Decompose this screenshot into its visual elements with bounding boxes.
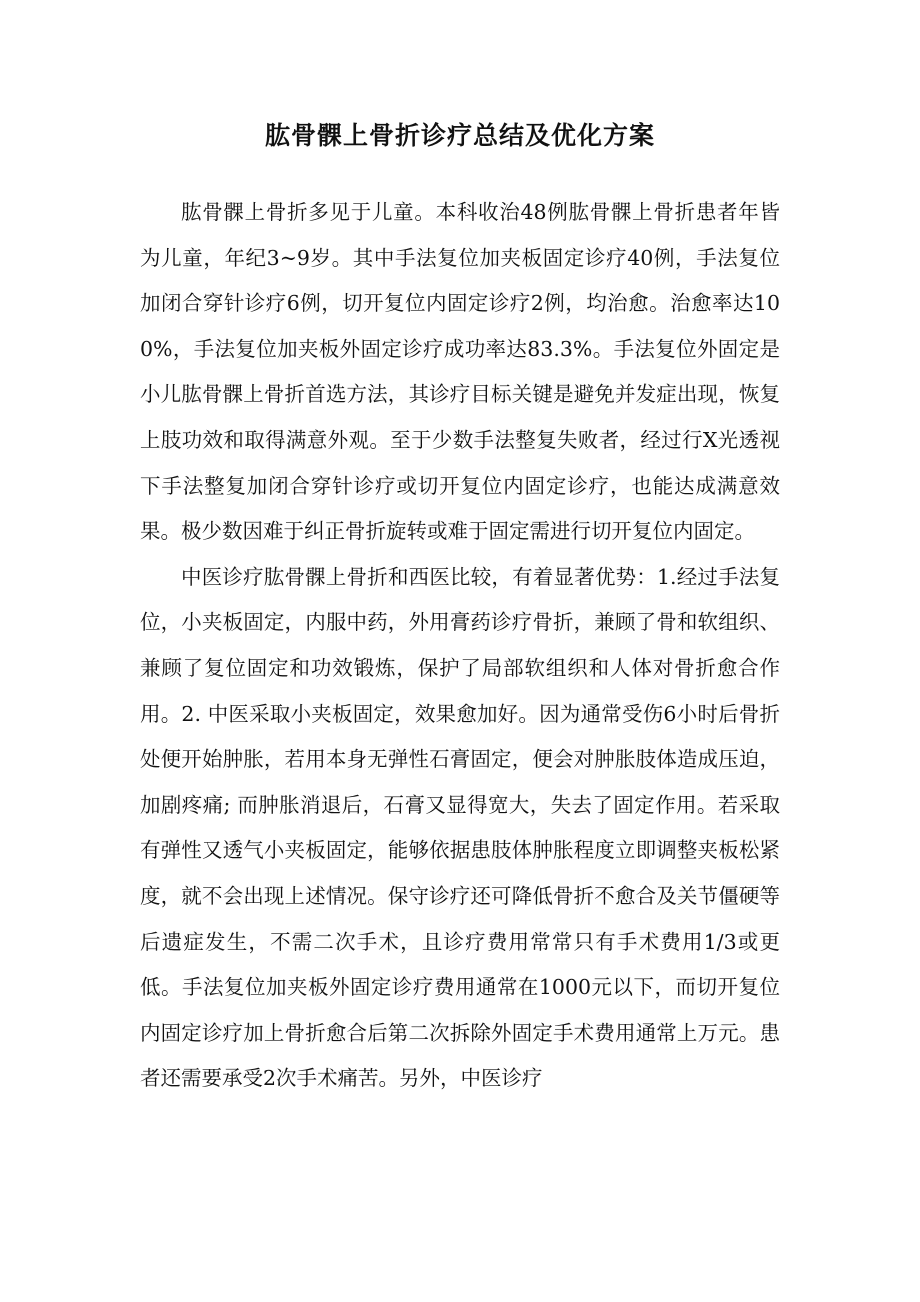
paragraph-1: 肱骨髁上骨折多见于儿童。本科收治48例肱骨髁上骨折患者年皆为儿童，年纪3~9岁。其中手法复位加夹板固定诊疗40例，手法复位加闭合穿针诊疗6例，切开复位内固定诊疗2例，均治愈。治愈率达100%，手法复位加夹板外固定诊疗成功率达83.3%。手法复位外固定是小儿肱骨髁上骨折首选方法，其诊疗目标关键是避免并发症出现，恢复上肢功效和取得满意外观。至于少数手法整复失败者，经过行X光透视下手法整复加闭合穿针诊疗或切开复位内固定诊疗，也能达成满意效果。极少数因难于纠正骨折旋转或难于固定需进行切开复位内固定。 — [140, 200, 780, 544]
document-title: 肱骨髁上骨折诊疗总结及优化方案 — [264, 121, 655, 150]
paragraph-2: 中医诊疗肱骨髁上骨折和西医比较，有着显著优势：1.经过手法复位，小夹板固定，内服中药，外用膏药诊疗骨折，兼顾了骨和软组织、兼顾了复位固定和功效锻炼，保护了局部软组织和人体对骨折愈合作用。2. 中医采取小夹板固定，效果愈加好。因为通常受伤6小时后骨折处便开始肿胀，若用本身无弹性石膏固定，便会对肿胀肢体造成压迫，加剧疼痛; 而肿胀消退后，石膏又显得宽大，失去了固定作用。若采取有弹性又透气小夹板固定，能够依据患肢体肿胀程度立即调整夹板松紧度，就不会出现上述情况。保守诊疗还可降低骨折不愈合及关节僵硬等后遗症发生，不需二次手术，且诊疗费用常常只有手术费用1/3或更低。手法复位加夹板外固定诊疗费用通常在1000元以下，而切开复位内固定诊疗加上骨折愈合后第二次拆除外固定手术费用通常上万元。患者还需要承受2次手术痛苦。另外，中医诊疗 — [140, 564, 780, 1091]
document-body — [140, 190, 780, 1102]
